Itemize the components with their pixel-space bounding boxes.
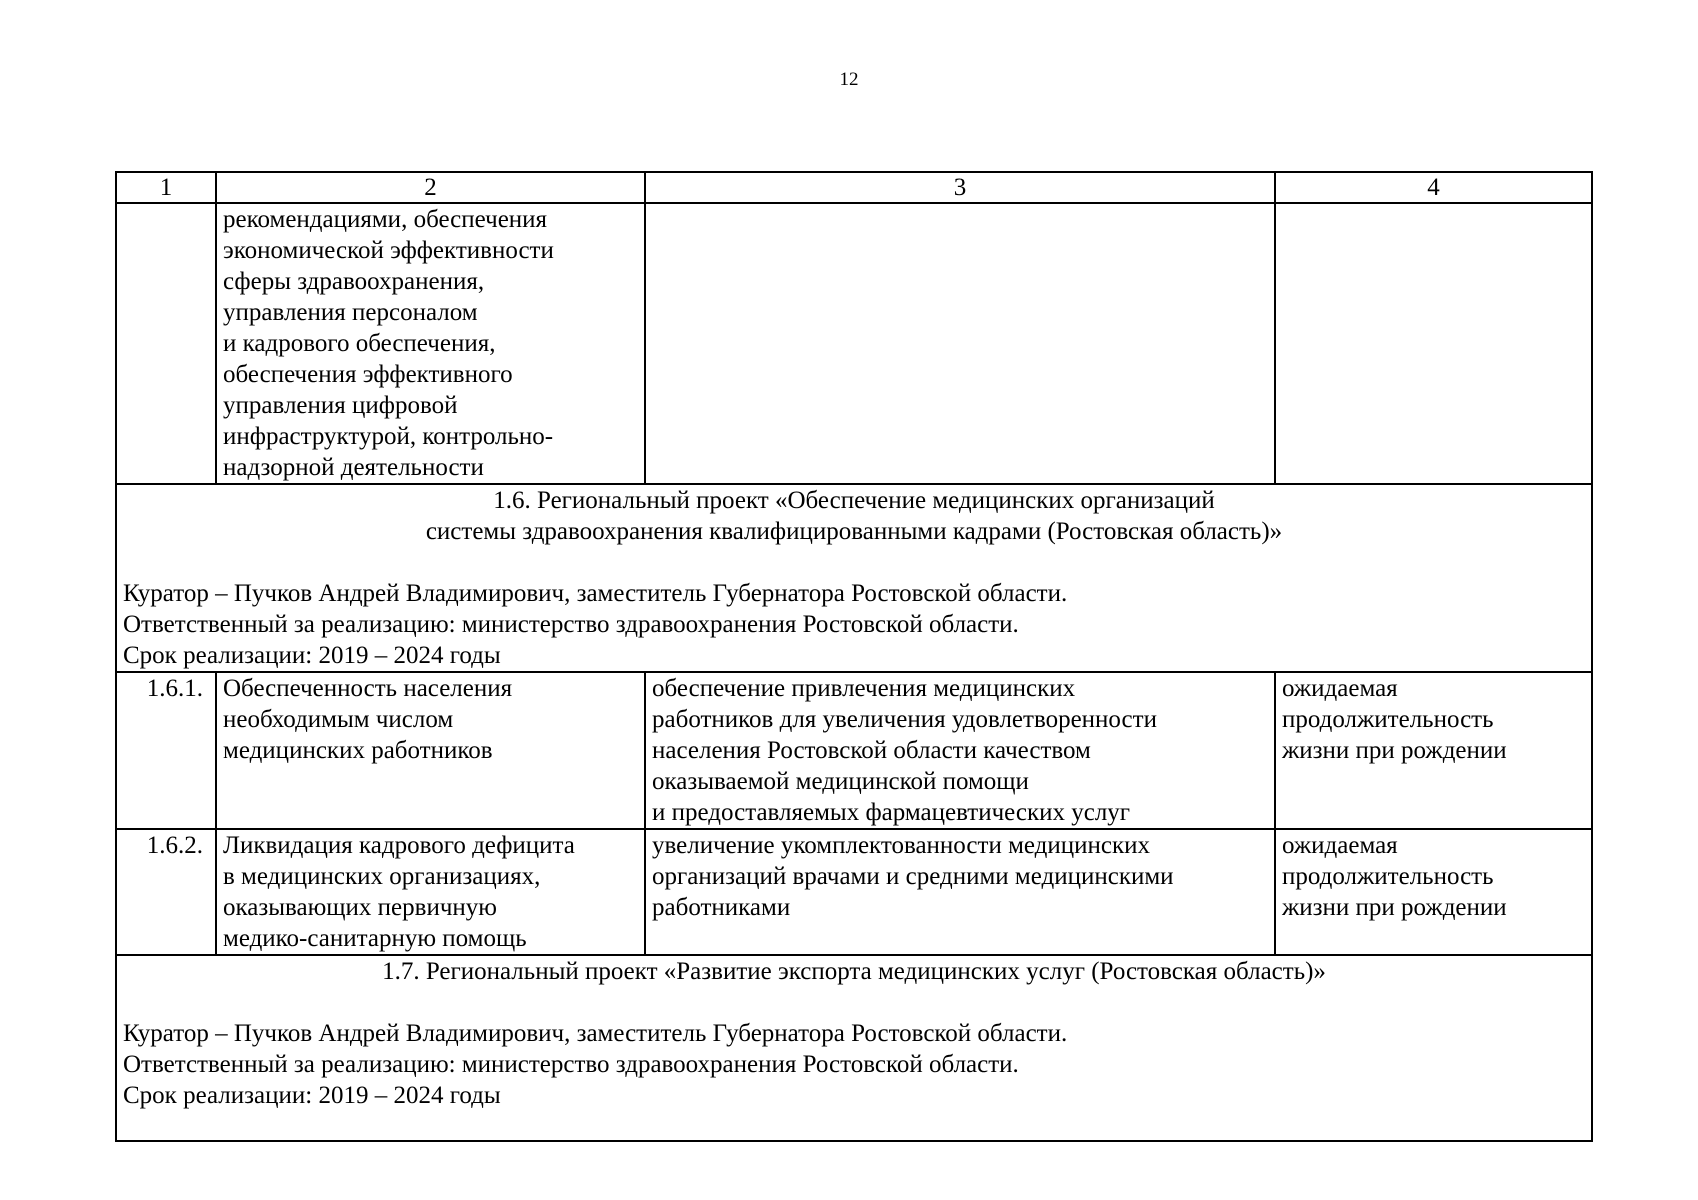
row-number: 1.6.1.: [116, 672, 216, 829]
cell-description: [645, 672, 1275, 829]
responsible-text: Ответственный за реализацию: министерство здравоохранения Ростовской области.: [123, 1051, 1019, 1078]
text-line: Ликвидация кадрового дефицита: [223, 832, 575, 859]
text-line: Обеспеченность населения: [223, 675, 513, 702]
text-line: обеспечения эффективного: [223, 361, 513, 388]
cell-empty: [645, 203, 1275, 484]
text-line: управления цифровой: [223, 392, 458, 419]
title-line: системы здравоохранения квалифицированными кадрами (Ростовская область)»: [425, 518, 1283, 545]
header-col-4: 4: [1275, 172, 1592, 203]
text-line: ожидаемая: [1282, 832, 1398, 859]
text-line: экономической эффективности: [223, 237, 554, 264]
cell-empty: [116, 203, 216, 484]
header-col-1: 1: [116, 172, 216, 203]
term-text: Срок реализации: 2019 – 2024 годы: [123, 1082, 501, 1109]
cell-continuation-text: [216, 203, 645, 484]
text-line: продолжительность: [1282, 706, 1494, 733]
text-line: работниками: [652, 894, 791, 921]
text-line: рекомендациями, обеспечения: [223, 206, 548, 233]
text-line: и кадрового обеспечения,: [223, 330, 496, 357]
text-line: медицинских работников: [223, 737, 493, 764]
table-row-continuation: [116, 203, 1592, 484]
cell-description: [645, 829, 1275, 955]
title-line: 1.7. Региональный проект «Развитие экспорта медицинских услуг (Ростовская область)»: [382, 958, 1326, 985]
section-1-6-cell: [116, 484, 1592, 672]
text-line: в медицинских организациях,: [223, 863, 541, 890]
section-1-7-title: [123, 956, 1585, 987]
section-row-1-7: [116, 955, 1592, 1141]
page-number: 12: [839, 69, 859, 90]
table-header-row: [116, 172, 1592, 203]
table-row-1-6-2: [116, 829, 1592, 955]
term-text: Срок реализации: 2019 – 2024 годы: [123, 642, 501, 669]
text-line: сферы здравоохранения,: [223, 268, 485, 295]
text-line: и предоставляемых фармацевтических услуг: [652, 799, 1131, 826]
cell-linked-indicator: [1275, 829, 1592, 955]
section-1-6-title: [123, 485, 1585, 547]
text-line: организаций врачами и средними медицинскими: [652, 863, 1174, 890]
title-line: 1.6. Региональный проект «Обеспечение медицинских организаций: [493, 487, 1215, 514]
text-line: продолжительность: [1282, 863, 1494, 890]
row-number: 1.6.2.: [116, 829, 216, 955]
text-line: жизни при рождении: [1282, 894, 1507, 921]
text-line: увеличение укомплектованности медицинских: [652, 832, 1151, 859]
blank-line: [123, 987, 1585, 1018]
responsible-text: Ответственный за реализацию: министерство здравоохранения Ростовской области.: [123, 611, 1019, 638]
text-line: оказывающих первичную: [223, 894, 497, 921]
text-line: населения Ростовской области качеством: [652, 737, 1091, 764]
text-line: управления персоналом: [223, 299, 478, 326]
text-line: надзорной деятельности: [223, 454, 484, 481]
cell-indicator: [216, 672, 645, 829]
blank-line: [123, 547, 1585, 578]
text-line: инфраструктурой, контрольно-: [223, 423, 554, 450]
header-col-2: 2: [216, 172, 645, 203]
table-row-1-6-1: [116, 672, 1592, 829]
text-line: жизни при рождении: [1282, 737, 1507, 764]
document-table: [115, 171, 1593, 1142]
section-row-1-6: [116, 484, 1592, 672]
cell-linked-indicator: [1275, 672, 1592, 829]
text-line: оказываемой медицинской помощи: [652, 768, 1029, 795]
text-line: ожидаемая: [1282, 675, 1398, 702]
cell-indicator: [216, 829, 645, 955]
curator-text: Куратор – Пучков Андрей Владимирович, заместитель Губернатора Ростовской области.: [123, 580, 1068, 607]
header-col-3: 3: [645, 172, 1275, 203]
cell-empty: [1275, 203, 1592, 484]
curator-text: Куратор – Пучков Андрей Владимирович, заместитель Губернатора Ростовской области.: [123, 1020, 1068, 1047]
text-line: работников для увеличения удовлетворенности: [652, 706, 1157, 733]
text-line: медико-санитарную помощь: [223, 925, 527, 952]
text-line: обеспечение привлечения медицинских: [652, 675, 1076, 702]
text-line: необходимым числом: [223, 706, 454, 733]
section-1-7-cell: [116, 955, 1592, 1141]
